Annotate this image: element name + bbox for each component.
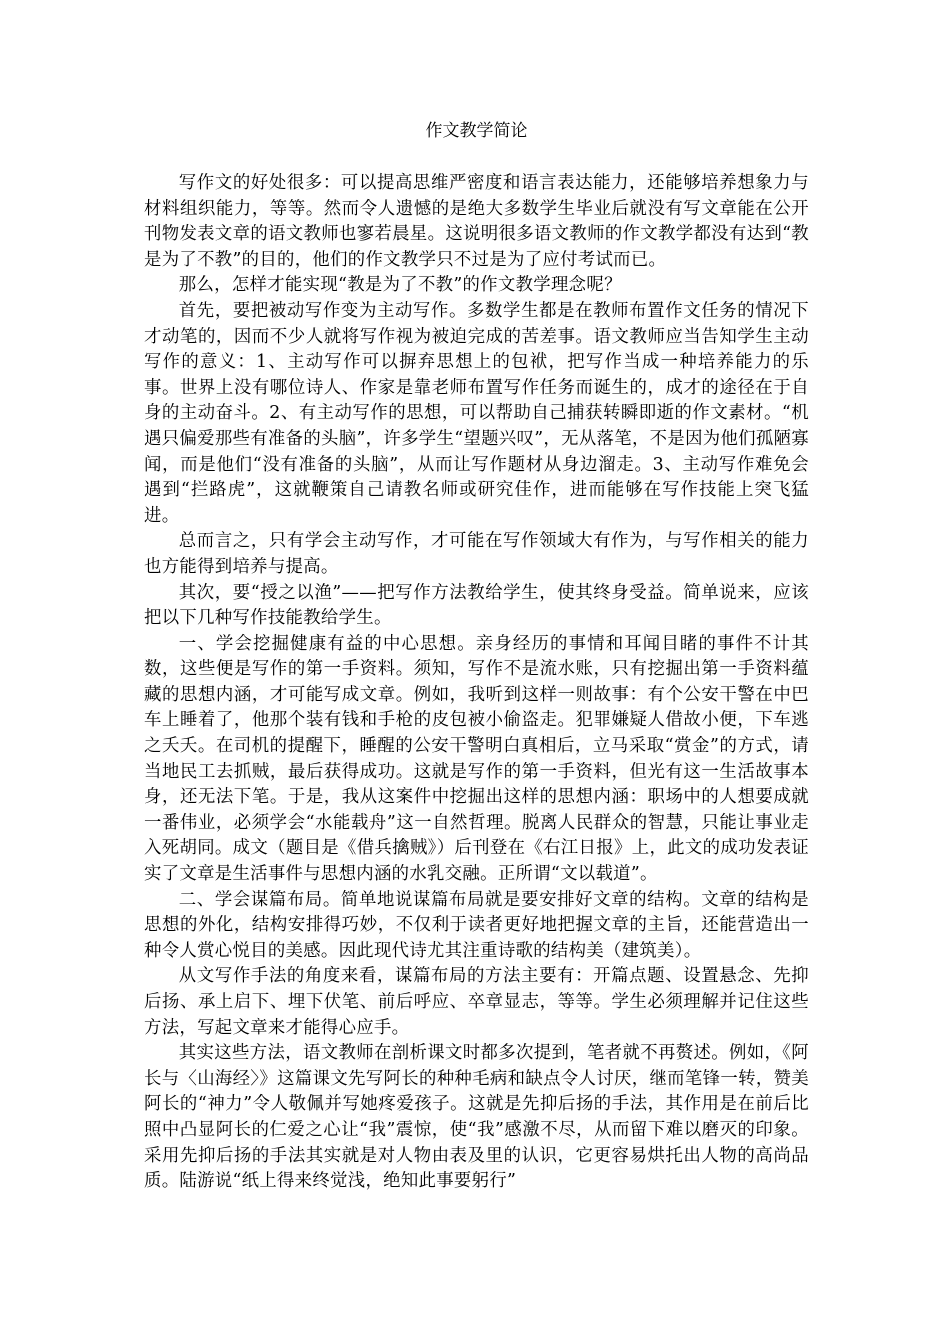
- document-body: [144, 171, 809, 1195]
- paragraph: 一、学会挖掘健康有益的中心思想。亲身经历的事情和耳闻目睹的事件不计其数，这些便是写作的第一手资料。须知，写作不是流水账，只有挖掘出第一手资料蕴藏的思想内涵，才可能写成文章。例如，我听到这样一则故事：有个公安干警在中巴车上睡着了，他那个装有钱和手枪的皮包被小偷盗走。犯罪嫌疑人借故小便，下车逃之夭夭。在司机的提醒下，睡醒的公安干警明白真相后，立马采取“赏金”的方式，请当地民工去抓贼，最后获得成功。这就是写作的第一手资料，但光有这一生活故事本身，还无法下笔。于是，我从这案件中挖掘出这样的思想内涵：职场中的人想要成就一番伟业，必须学会“水能载舟”这一自然哲理。脱离人民群众的智慧，只能让事业走入死胡同。成文（题目是《借兵擒贼》）后刊登在《右江日报》上，此文的成功发表证实了文章是生活事件与思想内涵的水乳交融。正所谓“文以载道”。: [144, 633, 809, 885]
- paragraph: 总而言之，只有学会主动写作，才可能在写作领域大有作为，与写作相关的能力也方能得到培养与提高。: [144, 531, 809, 577]
- paragraph: 从文写作手法的角度来看，谋篇布局的方法主要有：开篇点题、设置悬念、先抑后扬、承上启下、埋下伏笔、前后呼应、卒章显志，等等。学生必须理解并记住这些方法，写起文章来才能得心应手。: [144, 966, 809, 1038]
- document-title: 作文教学简论: [425, 121, 528, 141]
- paragraph: 二、学会谋篇布局。简单地说谋篇布局就是要安排好文章的结构。文章的结构是思想的外化，结构安排得巧妙，不仅利于读者更好地把握文章的主旨，还能营造出一种令人赏心悦目的美感。因此现代诗尤其注重诗歌的结构美（建筑美）。: [144, 889, 809, 961]
- paragraph: 那么，怎样才能实现“教是为了不教”的作文教学理念呢？: [178, 275, 622, 296]
- paragraph: 其实这些方法，语文教师在剖析课文时都多次提到，笔者就不再赘述。例如，《阿长与〈山海经〉》这篇课文先写阿长的种种毛病和缺点令人讨厌，继而笔锋一转，赞美阿长的“神力”令人敬佩并写她疼爱孩子。这就是先抑后扬的手法，其作用是在前后比照中凸显阿长的仁爱之心让“我”震惊，使“我”感激不尽，从而留下难以磨灭的印象。采用先抑后扬的手法其实就是对人物由表及里的认识，它更容易烘托出人物的高尚品质。陆游说“纸上得来终觉浅，绝知此事要躬行”: [144, 1043, 809, 1192]
- paragraph: 写作文的好处很多：可以提高思维严密度和语言表达能力，还能够培养想象力与材料组织能力，等等。然而令人遗憾的是绝大多数学生毕业后就没有写文章能在公开刊物发表文章的语文教师也寥若晨星。这说明很多语文教师的作文教学都没有达到“教是为了不教”的目的，他们的作文教学只不过是为了应付考试而已。: [144, 173, 809, 270]
- paragraph: 其次，要“授之以渔”——把写作方法教给学生，使其终身受益。简单说来，应该把以下几种写作技能教给学生。: [144, 582, 809, 629]
- paragraph: 首先，要把被动写作变为主动写作。多数学生都是在教师布置作文任务的情况下才动笔的，因而不少人就将写作视为被迫完成的苦差事。语文教师应当告知学生主动写作的意义：1、主动写作可以摒弃思想上的包袱，把写作当成一种培养能力的乐事。世界上没有哪位诗人、作家是靠老师布置写作任务而诞生的，成才的途径在于自身的主动奋斗。2、有主动写作的思想，可以帮助自己捕获转瞬即逝的作文素材。“机遇只偏爱那些有准备的头脑”，许多学生“望题兴叹”，无从落笔，不是因为他们孤陋寡闻，而是他们“没有准备的头脑”，从而让写作题材从身边溜走。3、主动写作难免会遇到“拦路虎”，这就鞭策自己请教名师或研究佳作，进而能够在写作技能上突飞猛进。: [144, 300, 809, 526]
